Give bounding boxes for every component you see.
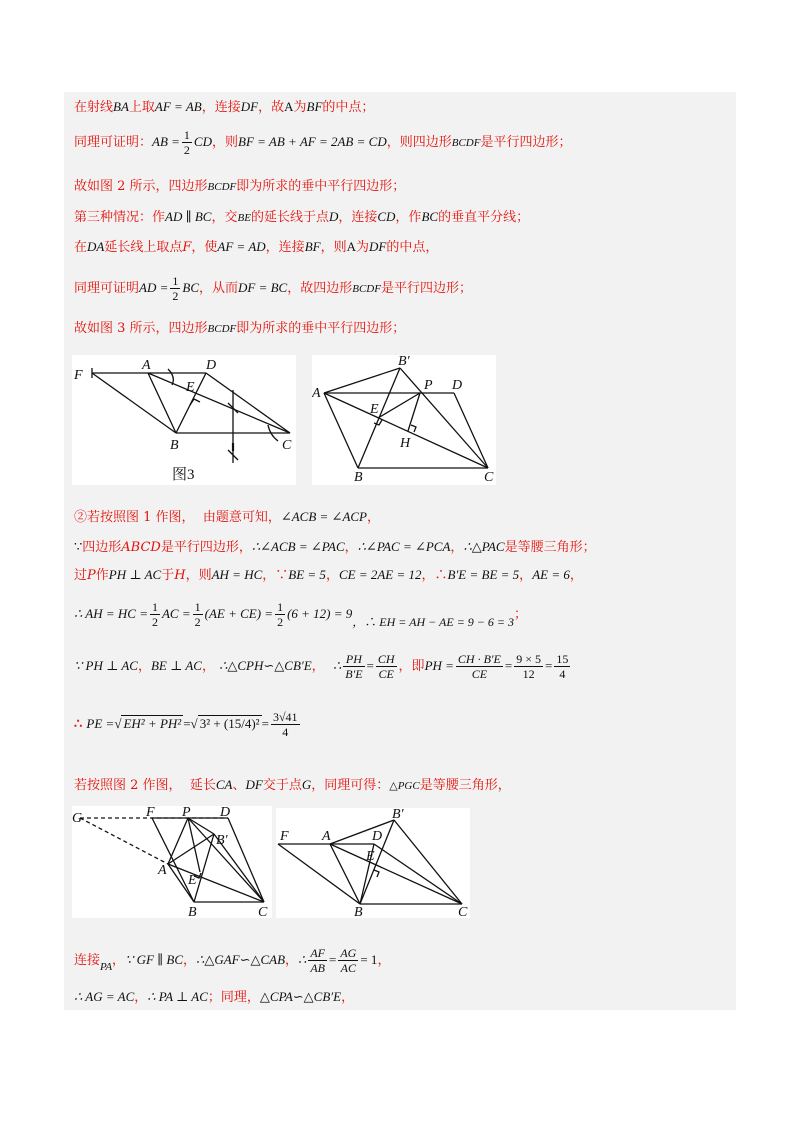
text: ， bbox=[341, 990, 355, 1005]
math: BF = AB + AF = 2AB = CD bbox=[238, 134, 387, 149]
figure-right bbox=[312, 355, 496, 485]
text: ； bbox=[514, 607, 528, 622]
fraction: $\frac{AG}{AC}$ bbox=[340, 946, 357, 975]
fraction: $\frac{PH}{B'E}$ bbox=[345, 652, 363, 681]
math: BCDF bbox=[451, 137, 481, 149]
text: 于 bbox=[161, 568, 175, 583]
math: ∴ bbox=[74, 717, 83, 732]
math: A bbox=[284, 99, 294, 114]
text: ， bbox=[367, 510, 381, 525]
text: ；同理， bbox=[207, 990, 260, 1005]
math: BF bbox=[304, 239, 321, 254]
math: B′E = BE = 5 bbox=[447, 567, 520, 582]
text: 延长线上取点 bbox=[104, 240, 183, 255]
text: ，故 bbox=[258, 100, 285, 115]
label-c: C bbox=[258, 905, 268, 918]
math: AC = bbox=[161, 606, 191, 621]
text: ， bbox=[519, 568, 533, 583]
text: ， bbox=[285, 953, 299, 968]
text-line-1 bbox=[74, 98, 374, 117]
math: = bbox=[183, 716, 191, 731]
text: ， bbox=[137, 659, 151, 674]
math: ∴△PAC bbox=[463, 539, 505, 554]
math: BC bbox=[182, 280, 199, 295]
segment-ab1 bbox=[330, 820, 394, 844]
label-d: D bbox=[372, 829, 383, 844]
math: = 1 bbox=[360, 952, 378, 967]
fraction: $\frac{CH \cdot B'E}{CE}$ bbox=[457, 652, 501, 681]
label-h: H bbox=[400, 436, 411, 451]
right-angle bbox=[374, 870, 379, 877]
math: PA bbox=[100, 961, 113, 973]
fraction: $\frac{15}{4}$ bbox=[556, 652, 569, 681]
math: DF bbox=[369, 239, 387, 254]
label-d: D bbox=[206, 358, 217, 373]
label-p: P bbox=[182, 806, 191, 820]
text: ，连接 bbox=[338, 210, 378, 225]
segment-bb1 bbox=[194, 834, 214, 902]
math: AD = bbox=[139, 280, 169, 295]
label-d: D bbox=[452, 378, 463, 393]
text: 是等腰三角形， bbox=[419, 778, 511, 793]
text: 四边形 bbox=[82, 540, 122, 555]
figure-caption: 图3 bbox=[172, 467, 195, 483]
text: 连接 bbox=[74, 953, 101, 968]
math: BCDF bbox=[207, 323, 237, 335]
text: ，连接 bbox=[201, 100, 241, 115]
math: = bbox=[329, 952, 337, 967]
label-g: G bbox=[72, 811, 83, 826]
segment-ab1 bbox=[324, 368, 400, 393]
text: ，即 bbox=[398, 659, 425, 674]
label-f: F bbox=[74, 368, 83, 383]
text: ，则 bbox=[185, 568, 212, 583]
math: BE = 5 bbox=[288, 567, 326, 582]
right-angle-h bbox=[411, 425, 416, 432]
label-b: B bbox=[188, 905, 197, 918]
text-line-6 bbox=[74, 274, 472, 303]
label-e: E bbox=[186, 380, 195, 395]
text-line-15 bbox=[74, 946, 390, 975]
text: ，故四边形 bbox=[287, 281, 353, 296]
math: BCDF bbox=[207, 181, 237, 193]
segment-ac bbox=[324, 393, 488, 468]
math: ∴ AG = AC bbox=[74, 989, 135, 1004]
fraction: $\frac{1}{2}$ bbox=[172, 274, 179, 303]
math: BE ⊥ AC bbox=[150, 658, 202, 673]
math: DF bbox=[245, 777, 263, 792]
math: ∴ PA ⊥ AC bbox=[147, 989, 208, 1004]
label-b1: B′ bbox=[398, 355, 410, 369]
label-a: A bbox=[312, 386, 321, 401]
label-e: E bbox=[370, 402, 379, 417]
label-a: A bbox=[158, 863, 167, 878]
label-b1: B′ bbox=[216, 833, 228, 848]
text: ， bbox=[112, 953, 126, 968]
text-line-11 bbox=[74, 600, 527, 629]
text: 同理可证明 bbox=[74, 281, 140, 296]
math: ABCD bbox=[121, 540, 161, 555]
text: 交于点 bbox=[262, 778, 302, 793]
fraction: $\frac{CH}{CE}$ bbox=[377, 652, 395, 681]
text: 即为所求的垂中平行四边形； bbox=[236, 179, 406, 194]
text-line-9 bbox=[74, 538, 596, 557]
label-p: P bbox=[424, 378, 433, 393]
text: ，∵ bbox=[262, 568, 289, 583]
math: A bbox=[346, 239, 356, 254]
math: CA bbox=[215, 777, 233, 792]
text: 为 bbox=[293, 100, 307, 115]
text-line-8 bbox=[74, 508, 380, 527]
math: ∴△GAF∽△CAB bbox=[196, 952, 286, 967]
math: AE = 6 bbox=[532, 567, 570, 582]
fraction: $\frac{AF}{AB}$ bbox=[310, 946, 325, 975]
segment-b1c bbox=[400, 368, 488, 468]
math: BF bbox=[306, 99, 323, 114]
label-d: D bbox=[220, 806, 231, 820]
math: ∴△CPH∽△CB′E bbox=[219, 658, 312, 673]
math: ∴∠PAC = ∠PCA bbox=[357, 539, 451, 554]
label-c: C bbox=[458, 905, 468, 918]
text: ， bbox=[311, 659, 325, 674]
text: ，使 bbox=[191, 240, 218, 255]
figure-3 bbox=[72, 355, 296, 485]
text: ，交 bbox=[211, 210, 238, 225]
math: DA bbox=[87, 239, 105, 254]
math: PH = bbox=[424, 658, 454, 673]
label-e: E bbox=[188, 873, 197, 888]
text: 由题意可知， bbox=[202, 510, 281, 525]
label-b: B bbox=[170, 438, 179, 453]
math: = bbox=[545, 658, 553, 673]
math: DF bbox=[240, 99, 259, 114]
math: AH = HC bbox=[211, 567, 263, 582]
math: DF = BC bbox=[238, 280, 288, 295]
text: 是平行四边形， bbox=[160, 540, 252, 555]
segment-fb bbox=[278, 844, 360, 904]
text: 即为所求的垂中平行四边形； bbox=[236, 321, 406, 336]
text: ， bbox=[134, 990, 148, 1005]
segment-fb bbox=[92, 373, 176, 433]
text: 、 bbox=[232, 778, 246, 793]
math: AF = AD bbox=[217, 239, 266, 254]
math: △CPA∽△CB′E bbox=[259, 989, 342, 1004]
fraction: $\frac{1}{2}$ bbox=[151, 600, 158, 629]
math: D bbox=[328, 209, 339, 224]
fraction: $\frac{3√41}{4}$ bbox=[272, 710, 298, 739]
math: ∵ bbox=[74, 539, 83, 554]
text-line-13 bbox=[74, 710, 302, 739]
segment-ab bbox=[330, 844, 360, 904]
math: AD ∥ BC bbox=[165, 209, 212, 224]
text: 同理可证明： bbox=[74, 135, 153, 150]
label-f: F bbox=[280, 829, 289, 844]
label-c: C bbox=[282, 438, 292, 453]
text: 是等腰三角形； bbox=[504, 540, 596, 555]
math: BCDF bbox=[352, 283, 381, 295]
segment-b1c bbox=[394, 820, 462, 904]
text-line-3 bbox=[74, 178, 405, 196]
text: 故如图 2 所示，四边形 bbox=[74, 179, 208, 194]
fraction: $\frac{9 \times 5}{12}$ bbox=[516, 652, 542, 681]
text: 延长 bbox=[189, 778, 216, 793]
math: = bbox=[261, 716, 269, 731]
text-line-2 bbox=[74, 128, 571, 157]
figure-4 bbox=[72, 806, 272, 918]
text: ，则 bbox=[320, 240, 347, 255]
math: CD bbox=[377, 209, 396, 224]
text: 是平行四边形； bbox=[480, 135, 572, 150]
segment-ab bbox=[148, 373, 176, 433]
math: ，∴ EH = AH − AE = 9 − 6 = 3 bbox=[352, 615, 514, 629]
text: ， bbox=[450, 540, 464, 555]
segment-dc bbox=[454, 393, 488, 468]
math: AF = AB bbox=[154, 99, 202, 114]
text: ， bbox=[344, 540, 358, 555]
text: 是平行四边形； bbox=[380, 281, 472, 296]
text-line-5 bbox=[74, 238, 438, 257]
math: (6 + 12) = 9 bbox=[287, 606, 353, 621]
math: ∴ AH = HC = bbox=[74, 606, 148, 621]
text: 在射线 bbox=[74, 100, 114, 115]
text: ，从而 bbox=[199, 281, 239, 296]
text: 的垂直平分线； bbox=[438, 210, 530, 225]
text-line-16 bbox=[74, 988, 354, 1007]
math: F bbox=[182, 240, 192, 255]
text: 的中点， bbox=[386, 240, 439, 255]
math: PE = bbox=[86, 716, 115, 731]
text: 的中点； bbox=[322, 100, 375, 115]
text: 的延长线于点 bbox=[250, 210, 329, 225]
math: CE = 2AE = 12 bbox=[338, 567, 422, 582]
text: ， bbox=[377, 953, 391, 968]
math: BC bbox=[421, 209, 439, 224]
math: = bbox=[366, 658, 374, 673]
text: 作 bbox=[95, 568, 109, 583]
label-f: F bbox=[146, 806, 155, 820]
text: ， bbox=[325, 568, 339, 583]
text: ②若按照图 1 作图， bbox=[74, 510, 195, 525]
text-line-7 bbox=[74, 320, 405, 338]
label-a: A bbox=[142, 358, 151, 373]
text: 为 bbox=[355, 240, 369, 255]
text: ，∴ bbox=[421, 568, 448, 583]
text: ，同理可得： bbox=[311, 778, 390, 793]
segment-dc bbox=[374, 844, 462, 904]
text-line-10 bbox=[74, 566, 583, 585]
math: = bbox=[504, 658, 513, 673]
right-angle-mark bbox=[190, 399, 200, 405]
math: CD bbox=[193, 134, 212, 149]
math: P bbox=[87, 568, 96, 583]
text-line-12 bbox=[74, 652, 572, 681]
text: 在 bbox=[74, 240, 88, 255]
math: G bbox=[301, 777, 312, 792]
label-b1: B′ bbox=[392, 808, 404, 822]
text-line-4 bbox=[74, 208, 529, 227]
math: ∠ACB = ∠ACP bbox=[280, 509, 367, 524]
figure-5 bbox=[276, 808, 470, 918]
math: AB = bbox=[152, 134, 180, 149]
text: 故如图 3 所示，四边形 bbox=[74, 321, 208, 336]
math: BA bbox=[113, 99, 129, 114]
math: ∴ bbox=[298, 952, 307, 967]
math: PH ⊥ AC bbox=[108, 567, 162, 582]
label-c: C bbox=[484, 470, 494, 485]
text: 过 bbox=[74, 568, 88, 583]
text: ，则 bbox=[211, 135, 238, 150]
segment-ab bbox=[324, 393, 358, 468]
label-b: B bbox=[354, 905, 363, 918]
text: ，连接 bbox=[265, 240, 305, 255]
text: ， bbox=[569, 568, 583, 583]
text: 上取 bbox=[128, 100, 155, 115]
math: ∵ GF ∥ BC bbox=[125, 952, 184, 967]
text: ，则四边形 bbox=[386, 135, 452, 150]
fraction: $\frac{1}{2}$ bbox=[194, 600, 201, 629]
label-e: E bbox=[366, 849, 375, 864]
math: (AE + CE) = bbox=[204, 606, 274, 621]
math: △PGC bbox=[389, 780, 420, 792]
segment-pc bbox=[188, 818, 264, 902]
text: ， bbox=[201, 659, 215, 674]
sqrt: √ EH² + PH² bbox=[114, 716, 182, 731]
text: 若按照图 2 作图， bbox=[74, 778, 182, 793]
fraction: $\frac{1}{2}$ bbox=[183, 128, 190, 157]
math: BE bbox=[237, 212, 251, 224]
text: 第三种情况：作 bbox=[74, 210, 166, 225]
segment-ac bbox=[330, 844, 462, 904]
text-line-14 bbox=[74, 776, 511, 795]
math: H bbox=[174, 568, 186, 583]
math: ∴ bbox=[332, 658, 342, 673]
text: ，作 bbox=[395, 210, 422, 225]
math: ∵ PH ⊥ AC bbox=[74, 658, 138, 673]
label-a: A bbox=[322, 829, 331, 844]
label-b: B bbox=[354, 470, 363, 485]
fraction: $\frac{1}{2}$ bbox=[277, 600, 284, 629]
text: ， bbox=[183, 953, 197, 968]
sqrt: √ 3² + (15/4)² bbox=[190, 716, 260, 731]
math: ∴∠ACB = ∠PAC bbox=[251, 539, 345, 554]
